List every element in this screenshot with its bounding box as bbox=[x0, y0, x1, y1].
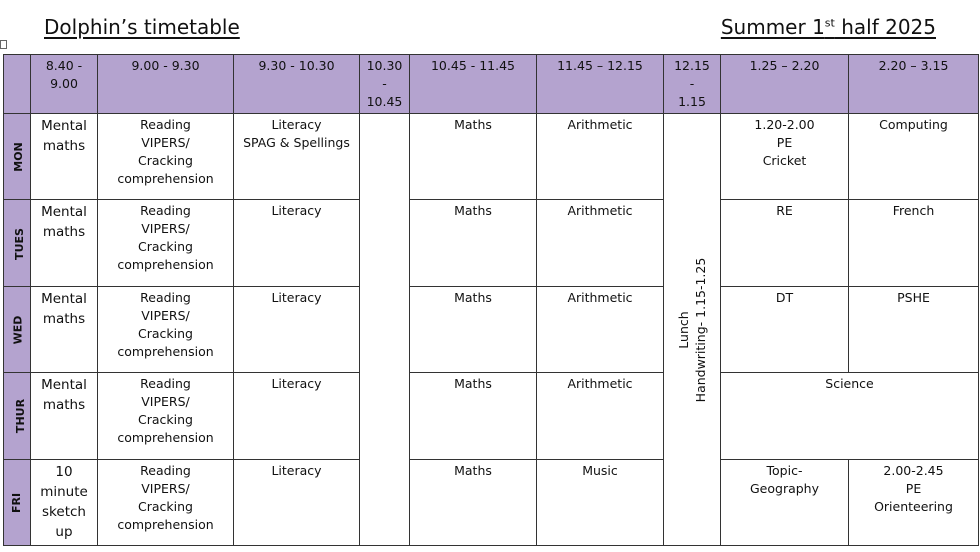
maths-cell: Maths bbox=[410, 114, 537, 200]
literacy-cell: Literacy bbox=[234, 200, 360, 286]
day-label-cell bbox=[4, 373, 31, 459]
header-time-9: 2.20 – 3.15 bbox=[849, 55, 979, 114]
header-row bbox=[4, 55, 979, 114]
maths-cell: Maths bbox=[410, 459, 537, 545]
arithmetic-cell: Arithmetic bbox=[537, 114, 664, 200]
afternoon-2-cell: French bbox=[849, 200, 979, 286]
afternoon-1-cell: RE bbox=[721, 200, 849, 286]
day-label-cell bbox=[4, 286, 31, 372]
table-row bbox=[4, 114, 979, 200]
afternoon-1-cell: DT bbox=[721, 286, 849, 372]
header-time-break: 10.30 - 10.45 bbox=[360, 55, 410, 114]
header-corner bbox=[4, 55, 31, 114]
maths-cell: Maths bbox=[410, 373, 537, 459]
header-time-3: 9.30 - 10.30 bbox=[234, 55, 360, 114]
table-row bbox=[4, 459, 979, 545]
table-row bbox=[4, 200, 979, 286]
day-label-cell bbox=[4, 114, 31, 200]
first-session-cell: 10 minute sketch up bbox=[31, 459, 98, 545]
first-session-cell: Mental maths bbox=[31, 286, 98, 372]
reading-cell: Reading VIPERS/ Cracking comprehension bbox=[98, 286, 234, 372]
afternoon-2-cell: PSHE bbox=[849, 286, 979, 372]
afternoon-1-cell: 1.20-2.00 PE Cricket bbox=[721, 114, 849, 200]
term-superscript: st bbox=[824, 16, 835, 30]
lunch-label: Lunch Handwriting- 1.15-1.25 bbox=[676, 257, 708, 402]
afternoon-2-cell: Computing bbox=[849, 114, 979, 200]
day-label: THUR bbox=[14, 399, 28, 434]
literacy-cell: Literacy bbox=[234, 373, 360, 459]
page-title: Dolphin’s timetable bbox=[44, 15, 240, 39]
day-label: WED bbox=[11, 315, 25, 345]
timetable bbox=[3, 54, 979, 546]
day-label: TUES bbox=[12, 227, 26, 260]
afternoon-merged-cell: Science bbox=[721, 373, 979, 459]
table-row bbox=[4, 373, 979, 459]
table-row bbox=[4, 286, 979, 372]
term-suffix: half 2025 bbox=[834, 15, 936, 39]
literacy-cell: Literacy bbox=[234, 459, 360, 545]
header-time-1: 8.40 - 9.00 bbox=[31, 55, 98, 114]
reading-cell: Reading VIPERS/ Cracking comprehension bbox=[98, 373, 234, 459]
header-time-5: 10.45 - 11.45 bbox=[410, 55, 537, 114]
afternoon-1-cell: Topic- Geography bbox=[721, 459, 849, 545]
first-session-cell: Mental maths bbox=[31, 373, 98, 459]
day-label: MON bbox=[11, 142, 25, 172]
corner-handle-icon bbox=[0, 40, 7, 49]
arithmetic-cell: Arithmetic bbox=[537, 373, 664, 459]
arithmetic-cell: Arithmetic bbox=[537, 286, 664, 372]
day-label: FRI bbox=[9, 492, 23, 513]
reading-cell: Reading VIPERS/ Cracking comprehension bbox=[98, 200, 234, 286]
header-time-2: 9.00 - 9.30 bbox=[98, 55, 234, 114]
header-time-8: 1.25 – 2.20 bbox=[721, 55, 849, 114]
afternoon-2-cell: 2.00-2.45 PE Orienteering bbox=[849, 459, 979, 545]
day-label-cell bbox=[4, 459, 31, 545]
literacy-cell: Literacy SPAG & Spellings bbox=[234, 114, 360, 200]
term-prefix: Summer 1 bbox=[720, 15, 825, 39]
maths-cell: Maths bbox=[410, 286, 537, 372]
first-session-cell: Mental maths bbox=[31, 114, 98, 200]
music-cell: Music bbox=[537, 459, 664, 545]
header-time-lunch: 12.15 - 1.15 bbox=[664, 55, 721, 114]
break-column bbox=[360, 114, 410, 546]
day-label-cell bbox=[4, 200, 31, 286]
maths-cell: Maths bbox=[410, 200, 537, 286]
arithmetic-cell: Arithmetic bbox=[537, 200, 664, 286]
term-title bbox=[721, 15, 936, 39]
reading-cell: Reading VIPERS/ Cracking comprehension bbox=[98, 114, 234, 200]
literacy-cell: Literacy bbox=[234, 286, 360, 372]
header-time-6: 11.45 – 12.15 bbox=[537, 55, 664, 114]
reading-cell: Reading VIPERS/ Cracking comprehension bbox=[98, 459, 234, 545]
first-session-cell: Mental maths bbox=[31, 200, 98, 286]
lunch-column bbox=[664, 114, 721, 546]
